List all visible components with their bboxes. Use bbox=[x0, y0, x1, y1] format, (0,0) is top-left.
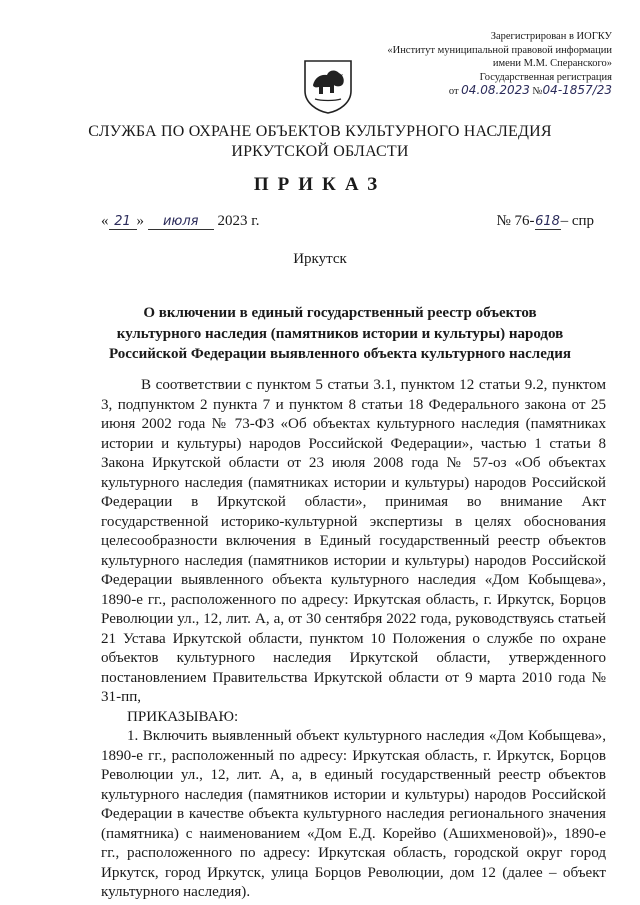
registration-line: имени М.М. Сперанского» bbox=[492, 58, 612, 69]
date-year: 2023 г. bbox=[217, 213, 260, 229]
order-date bbox=[101, 213, 259, 230]
city: Иркутск bbox=[293, 251, 347, 267]
number-prefix: № 76- bbox=[496, 213, 535, 229]
registration-line: Государственная регистрация bbox=[479, 71, 612, 83]
registration-number-handwritten: 04-1857/23 bbox=[542, 83, 612, 97]
paragraph-order-word: ПРИКАЗЫВАЮ: bbox=[127, 708, 239, 725]
registration-line: Зарегистрирован в ИОГКУ bbox=[490, 31, 612, 42]
registration-date-line bbox=[352, 84, 612, 99]
order-subject: О включении в единый государственный реестр объектов культурного наследия (памятников истории и культуры) народов Российской Федерации выявленного объекта культурного наследия bbox=[108, 305, 572, 362]
document-type-title: ПРИКАЗ bbox=[253, 174, 387, 195]
registration-num-prefix: № bbox=[532, 86, 543, 97]
registration-stamp bbox=[352, 30, 612, 99]
date-quote-close: » bbox=[136, 213, 144, 229]
paragraph-preamble: В соответствии с пунктом 5 статьи 3.1, пунктом 12 статьи 9.2, пунктом 3, подпунктом 2 пункта 7 и пунктом 8 статьи 18 Федерального закона от 25 июня 2002 года № 73-ФЗ «Об объектах культурного наследия (памятниках истории и культуры) народов Российской Федерации», частью 1 статьи 8 Закона Иркутской области от 23 июля 2008 года № 57-оз «Об объектах культурного наследия (памятниках истории и культуры) народов Российской Федерации в Иркутской области», принимая во внимание Акт государственной историко-культурной экспертизы в целях обоснования целесообразности включения в Единый государственный реестр объектов культурного наследия (памятников истории и культуры) народов Российской Федерации выявленного объекта культурного наследия «Дом Кобыщева», 1890-е гг., расположенного по адресу: Иркутская область, г. Иркутск, Борцов Революции ул., 12, лит. А, а, от 30 сентября 2022 года, руководствуясь статьей 21 Устава Иркутской области, пунктом 10 Положения о службе по охране объектов культурного наследия Иркутской области, утвержденного постановлением Правительства Иркутской области от 9 марта 2010 года № 31-пп, bbox=[101, 377, 606, 705]
organization-line: ИРКУТСКОЙ ОБЛАСТИ bbox=[231, 143, 409, 160]
organization-line: СЛУЖБА ПО ОХРАНЕ ОБЪЕКТОВ КУЛЬТУРНОГО НАСЛЕДИЯ bbox=[88, 123, 552, 140]
order-number bbox=[497, 213, 595, 230]
registration-date-handwritten: 04.08.2023 bbox=[461, 83, 530, 97]
registration-prefix: от bbox=[448, 86, 459, 97]
date-day-handwritten: 21 bbox=[109, 214, 137, 230]
registration-line: «Институт муниципальной правовой информации bbox=[387, 44, 612, 56]
paragraph-item-1: 1. Включить выявленный объект культурного наследия «Дом Кобыщева», 1890-е гг., расположенный по адресу: Иркутская область, г. Иркутск, Борцов Революции ул., 12, лит. А, а, в единый государственный реестр объектов культурного наследия (памятников истории и культуры) народов Российской Федерации в качестве объекта культурного наследия регионального значения (памятника) с наименованием «Дом Е.Д. Корейво (Ашихменовой)», 1890-е гг., расположенного по адресу: Иркутская область, городской округ город Иркутск, город Иркутск, улица Борцов Революции, дом 12 (далее – объект культурного наследия). bbox=[101, 728, 606, 900]
organization-name bbox=[0, 122, 640, 162]
order-body bbox=[101, 376, 606, 903]
date-month-handwritten: июля bbox=[148, 214, 214, 230]
date-quote-open: « bbox=[101, 213, 109, 229]
coat-of-arms-icon bbox=[299, 57, 357, 115]
number-suffix: – спр bbox=[560, 213, 594, 229]
number-handwritten: 618 bbox=[535, 214, 560, 229]
